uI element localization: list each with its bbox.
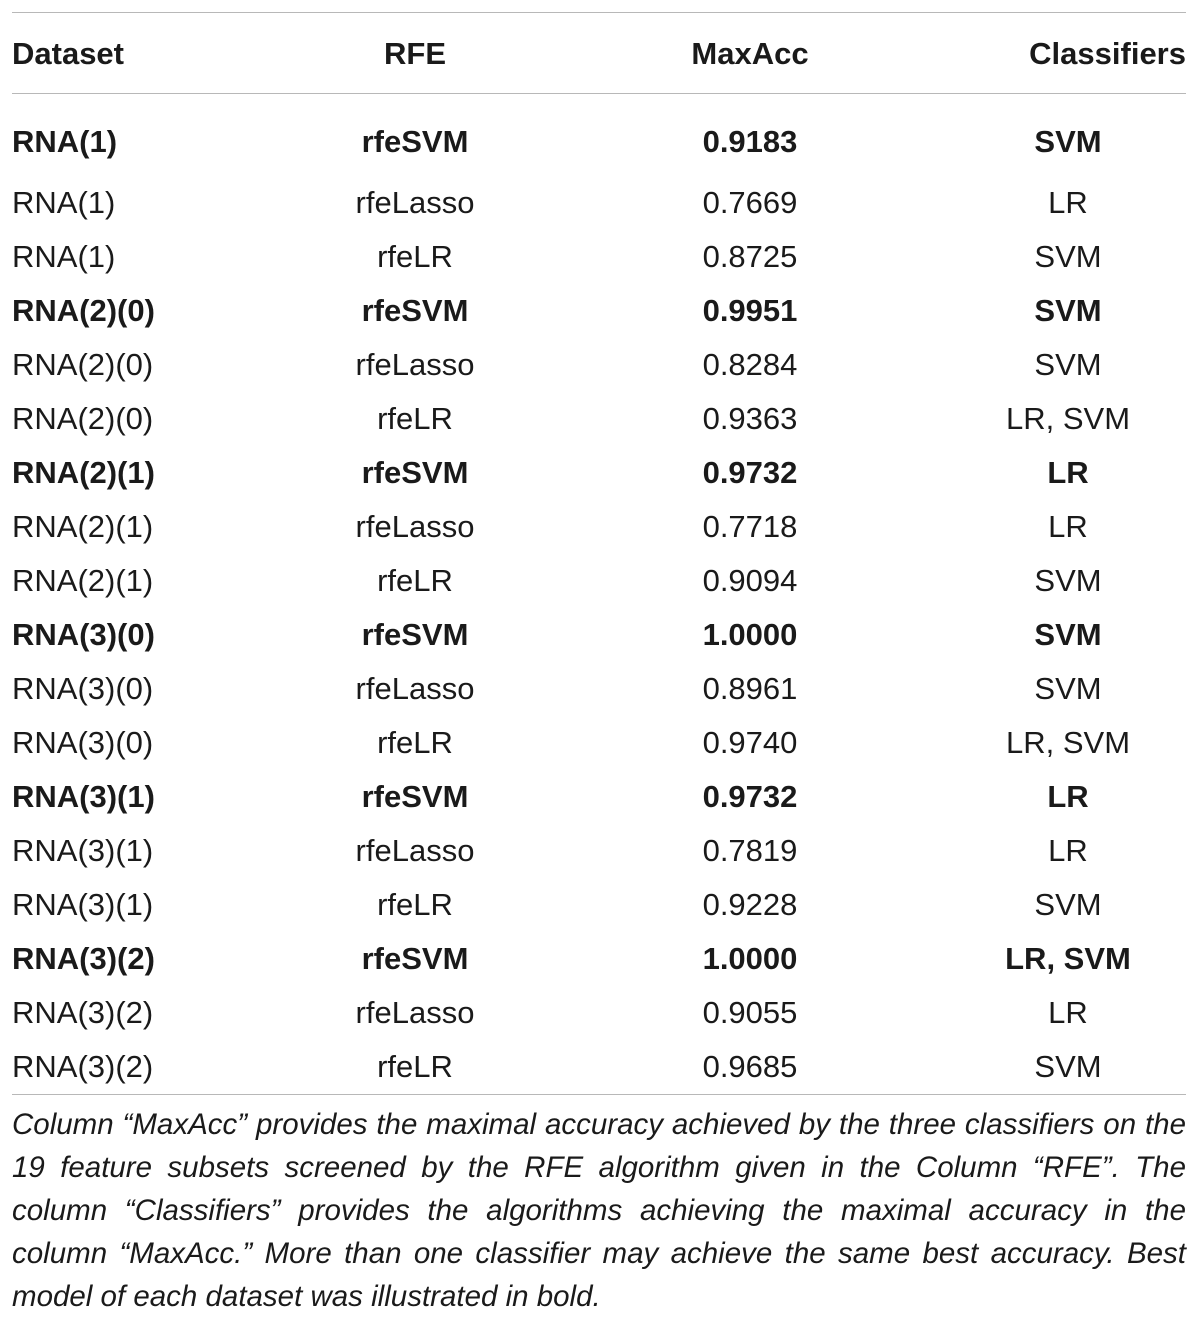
cell-dataset: RNA(3)(0) — [12, 671, 154, 706]
table-row — [12, 662, 1186, 716]
cell-dataset: RNA(3)(0) — [12, 725, 154, 760]
cell-rfe: rfeSVM — [361, 455, 469, 490]
cell-maxacc: 0.8725 — [702, 239, 798, 274]
cell-rfe: rfeLR — [377, 563, 453, 598]
cell-maxacc: 0.9685 — [702, 1049, 798, 1084]
table-row — [12, 824, 1186, 878]
table-row — [12, 284, 1186, 338]
cell-dataset: RNA(3)(2) — [12, 1049, 154, 1084]
cell-maxacc: 0.9094 — [702, 563, 798, 598]
header-dataset: Dataset — [12, 36, 124, 71]
cell-dataset: RNA(3)(1) — [12, 833, 154, 868]
cell-classifiers: LR, SVM — [1005, 941, 1131, 976]
cell-dataset: RNA(3)(1) — [12, 779, 155, 814]
cell-rfe: rfeLasso — [355, 347, 475, 382]
header-classifiers: Classifiers — [1029, 36, 1186, 71]
table-row — [12, 338, 1186, 392]
cell-rfe: rfeSVM — [361, 941, 469, 976]
cell-maxacc: 0.7669 — [702, 185, 798, 220]
table-row — [12, 500, 1186, 554]
cell-classifiers: LR, SVM — [1005, 725, 1131, 760]
cell-dataset: RNA(3)(2) — [12, 995, 154, 1030]
cell-classifiers: LR — [1047, 779, 1089, 814]
cell-rfe: rfeLasso — [355, 185, 475, 220]
cell-maxacc: 0.7718 — [702, 509, 798, 544]
cell-dataset: RNA(3)(0) — [12, 617, 155, 652]
cell-rfe: rfeLR — [377, 725, 453, 760]
cell-dataset: RNA(2)(0) — [12, 401, 154, 436]
cell-classifiers: SVM — [1034, 347, 1102, 382]
cell-dataset: RNA(3)(1) — [12, 887, 154, 922]
cell-rfe: rfeSVM — [361, 293, 469, 328]
table-row — [12, 932, 1186, 986]
table-row — [12, 554, 1186, 608]
cell-rfe: rfeSVM — [361, 779, 469, 814]
cell-dataset: RNA(2)(1) — [12, 509, 154, 544]
cell-maxacc: 0.9951 — [702, 293, 798, 328]
cell-maxacc: 0.9183 — [702, 124, 798, 159]
cell-dataset: RNA(1) — [12, 124, 118, 159]
cell-dataset: RNA(2)(0) — [12, 347, 154, 382]
cell-rfe: rfeSVM — [361, 617, 469, 652]
cell-maxacc: 0.9363 — [702, 401, 798, 436]
table-row — [12, 230, 1186, 284]
table-row — [12, 986, 1186, 1040]
cell-rfe: rfeSVM — [361, 124, 469, 159]
cell-classifiers: LR — [1048, 185, 1088, 220]
cell-rfe: rfeLR — [377, 1049, 453, 1084]
cell-classifiers: SVM — [1034, 887, 1102, 922]
cell-maxacc: 0.9732 — [702, 779, 798, 814]
cell-maxacc: 1.0000 — [702, 941, 798, 976]
cell-classifiers: SVM — [1034, 563, 1102, 598]
table-body — [12, 94, 1186, 1094]
cell-classifiers: SVM — [1034, 617, 1102, 652]
cell-dataset: RNA(3)(2) — [12, 941, 155, 976]
cell-dataset: RNA(1) — [12, 185, 116, 220]
cell-dataset: RNA(2)(1) — [12, 455, 155, 490]
cell-classifiers: SVM — [1034, 239, 1102, 274]
table-row — [12, 446, 1186, 500]
cell-rfe: rfeLasso — [355, 833, 475, 868]
header-row — [12, 14, 1186, 94]
cell-classifiers: LR, SVM — [1005, 401, 1131, 436]
cell-maxacc: 0.9228 — [702, 887, 798, 922]
cell-rfe: rfeLR — [377, 239, 453, 274]
header-rfe: RFE — [384, 36, 446, 71]
table-row — [12, 770, 1186, 824]
table-top-rule — [12, 12, 1186, 13]
cell-classifiers: LR — [1048, 509, 1088, 544]
cell-maxacc: 0.8284 — [702, 347, 798, 382]
cell-classifiers: SVM — [1034, 1049, 1102, 1084]
cell-rfe: rfeLR — [377, 887, 453, 922]
header-maxacc: MaxAcc — [691, 36, 809, 71]
cell-classifiers: SVM — [1034, 671, 1102, 706]
table-caption: Column “MaxAcc” provides the maximal accuracy achieved by the three classifiers on the 19 feature subsets screened by the RFE algorithm given in the Column “RFE”. The column “Classifiers” provides the algorithms achieving the maximal accuracy in the column “MaxAcc.” More than one classifier may achieve the same best accuracy. Best model of each dataset was illustrated in bold. — [12, 1108, 1186, 1313]
table-row — [12, 176, 1186, 230]
cell-maxacc: 0.9055 — [702, 995, 798, 1030]
cell-dataset: RNA(2)(1) — [12, 563, 154, 598]
cell-maxacc: 1.0000 — [702, 617, 798, 652]
results-table — [12, 14, 1186, 1094]
table-row — [12, 94, 1186, 176]
table-row — [12, 608, 1186, 662]
table-row — [12, 716, 1186, 770]
cell-rfe: rfeLasso — [355, 995, 475, 1030]
cell-dataset: RNA(2)(0) — [12, 293, 155, 328]
table-row — [12, 878, 1186, 932]
cell-classifiers: SVM — [1034, 293, 1102, 328]
cell-classifiers: SVM — [1034, 124, 1102, 159]
cell-classifiers: LR — [1048, 833, 1088, 868]
table-row — [12, 392, 1186, 446]
cell-rfe: rfeLR — [377, 401, 453, 436]
cell-maxacc: 0.8961 — [702, 671, 798, 706]
cell-maxacc: 0.9732 — [702, 455, 798, 490]
table-bottom-rule — [12, 1094, 1186, 1095]
cell-classifiers: LR — [1048, 995, 1088, 1030]
cell-maxacc: 0.9740 — [702, 725, 798, 760]
cell-classifiers: LR — [1047, 455, 1089, 490]
cell-rfe: rfeLasso — [355, 671, 475, 706]
cell-rfe: rfeLasso — [355, 509, 475, 544]
cell-dataset: RNA(1) — [12, 239, 116, 274]
cell-maxacc: 0.7819 — [702, 833, 798, 868]
table-row — [12, 1040, 1186, 1094]
